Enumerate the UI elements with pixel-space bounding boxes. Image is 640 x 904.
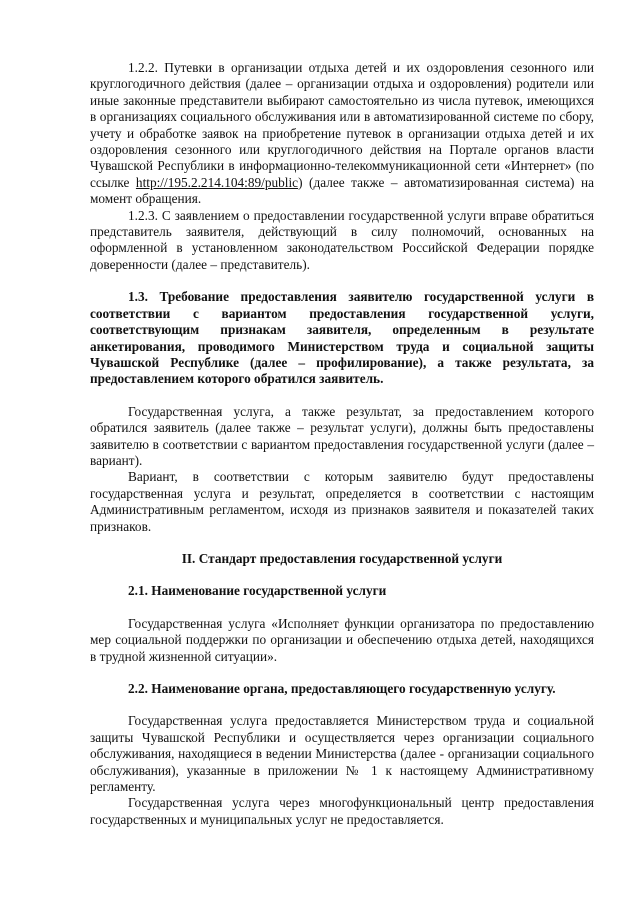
paragraph-service-name: Государственная услуга «Исполняет функции организатора по предоставлению мер социальной поддержки по организации и обеспечению отдыха детей, находящихся в трудной жизненной ситуации». bbox=[90, 615, 594, 664]
paragraph-1-2-2 bbox=[90, 60, 594, 208]
portal-link[interactable]: http://195.2.214.104:89/public bbox=[135, 174, 299, 190]
paragraph-variant: Вариант, в соответствии с которым заявителю будут предоставлены государственная услуга и результат, определяется в соответствии с настоящим Административным регламентом, исходя из признаков заявителя и показателей таких признаков. bbox=[90, 469, 594, 534]
heading-2-2: 2.2. Наименование органа, предоставляющего государственную услугу. bbox=[128, 681, 556, 696]
paragraph-text: ) (далее также – автоматизированная система) на момент обращения. bbox=[90, 174, 594, 207]
paragraph-1-3-heading: 1.3. Требование предоставления заявителю государственной услуги в соответствии с вариантом предоставления государственной услуги, соответствующим признакам заявителя, определенным в результате анкетирования, проводимого Министерством труда и социальной защиты Чувашской Республике (далее – профилирование), а также результата, за предоставлением которого обратился заявитель. bbox=[90, 289, 594, 387]
paragraph-service-result: Государственная услуга, а также результат, за предоставлением которого обратился заявитель (далее также – результат услуги), должны быть предоставлены заявителю в соответствии с вариантом предоставления государственной услуги (далее – вариант). bbox=[90, 403, 594, 468]
document-page bbox=[90, 60, 594, 828]
paragraph-1-2-3: 1.2.3. С заявлением о предоставлении государственной услуги вправе обратиться представитель заявителя, действующий в силу полномочий, основанных на оформленной в установленном законодательством Российской Федерации порядке доверенности (далее – представитель). bbox=[90, 207, 594, 272]
heading-2-1: 2.1. Наименование государственной услуги bbox=[128, 583, 387, 599]
section-title: II. Стандарт предоставления государственной услуги bbox=[181, 550, 503, 566]
paragraph-provider: Государственная услуга предоставляется Министерством труда и социальной защиты Чувашской Республики и осуществляется через организации социального обслуживания, находящиеся в ведении Министерства (далее - организации социального обслуживания), указанные в приложении № 1 к настоящему Административному регламенту. bbox=[90, 713, 594, 795]
paragraph-mfc: Государственная услуга через многофункциональный центр предоставления государственных и муниципальных услуг не предоставляется. bbox=[90, 795, 594, 827]
paragraph-text: 1.2.2. Путевки в организации отдыха детей и их оздоровления сезонного или круглогодичного действия (далее – организации отдыха и оздоровления) родители или иные законные представители выбирают самостоятельно из числа путевок, имеющихся в организациях социального обслуживания или в автоматизированной системе по сбору, учету и обработке заявок на приобретение путевок в организации отдыха детей и их оздоровления сезонного или круглогодичного действия на Портале органов власти Чувашской Республики в информационно-телекоммуникационной сети «Интернет» (по ссылке bbox=[90, 60, 594, 190]
